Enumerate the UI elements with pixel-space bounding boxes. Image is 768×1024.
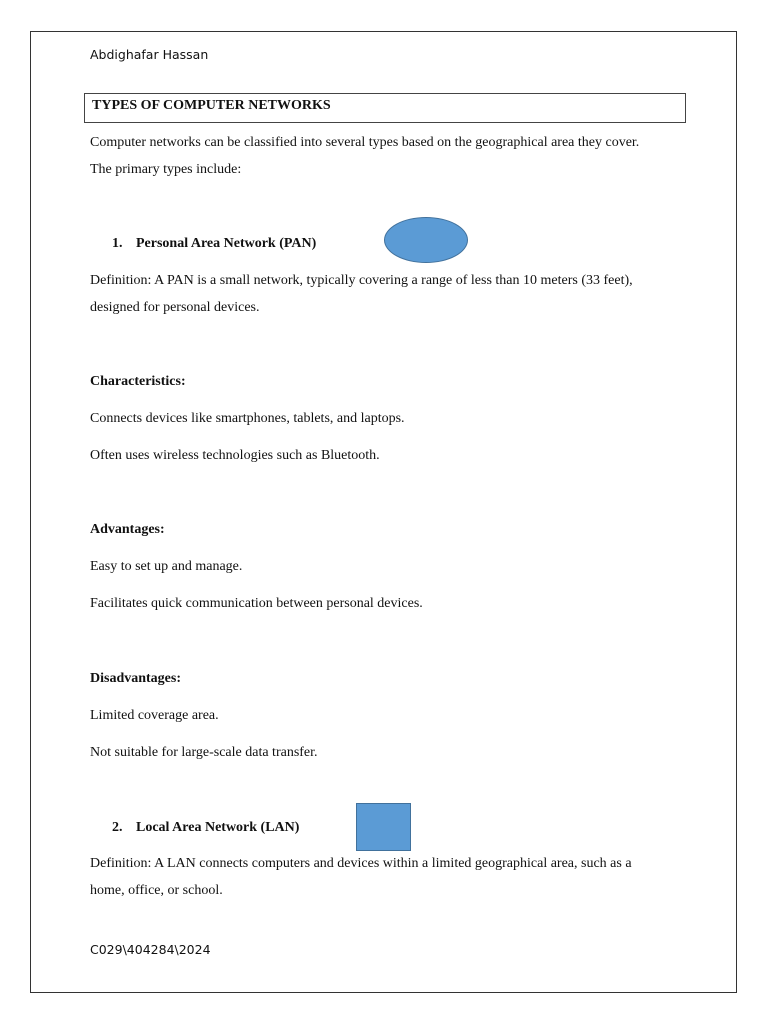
pan-characteristic-1: Connects devices like smartphones, tablets, and laptops. <box>90 411 405 426</box>
pan-advantage-1: Easy to set up and manage. <box>90 559 243 574</box>
footer-code: C029\404284\2024 <box>90 942 211 957</box>
pan-number: 1. <box>112 236 123 251</box>
pan-ellipse-shape[interactable] <box>384 217 468 263</box>
lan-definition-line-2: home, office, or school. <box>90 883 223 898</box>
lan-heading: Local Area Network (LAN) <box>136 820 300 835</box>
pan-heading: Personal Area Network (PAN) <box>136 236 317 251</box>
pan-definition-line-2: designed for personal devices. <box>90 300 260 315</box>
intro-line-1: Computer networks can be classified into several types based on the geographical area they cover. <box>90 135 640 150</box>
pan-disadvantage-1: Limited coverage area. <box>90 708 219 723</box>
lan-definition-line-1: Definition: A LAN connects computers and devices within a limited geographical area, such as a <box>90 856 632 871</box>
pan-advantage-2: Facilitates quick communication between personal devices. <box>90 596 423 611</box>
intro-line-2: The primary types include: <box>90 162 242 177</box>
pan-disadvantage-2: Not suitable for large-scale data transfer. <box>90 745 318 760</box>
pan-disadvantages-heading: Disadvantages: <box>90 671 182 686</box>
pan-definition-line-1: Definition: A PAN is a small network, typically covering a range of less than 10 meters (33 feet), <box>90 273 633 288</box>
title-box <box>84 93 686 123</box>
pan-advantages-heading: Advantages: <box>90 522 165 537</box>
pan-characteristics-heading: Characteristics: <box>90 374 186 389</box>
pan-characteristic-2: Often uses wireless technologies such as Bluetooth. <box>90 448 380 463</box>
document-title: TYPES OF COMPUTER NETWORKS <box>92 98 331 113</box>
author-header: Abdighafar Hassan <box>90 47 209 62</box>
lan-rectangle-shape[interactable] <box>356 803 411 851</box>
lan-number: 2. <box>112 820 123 835</box>
